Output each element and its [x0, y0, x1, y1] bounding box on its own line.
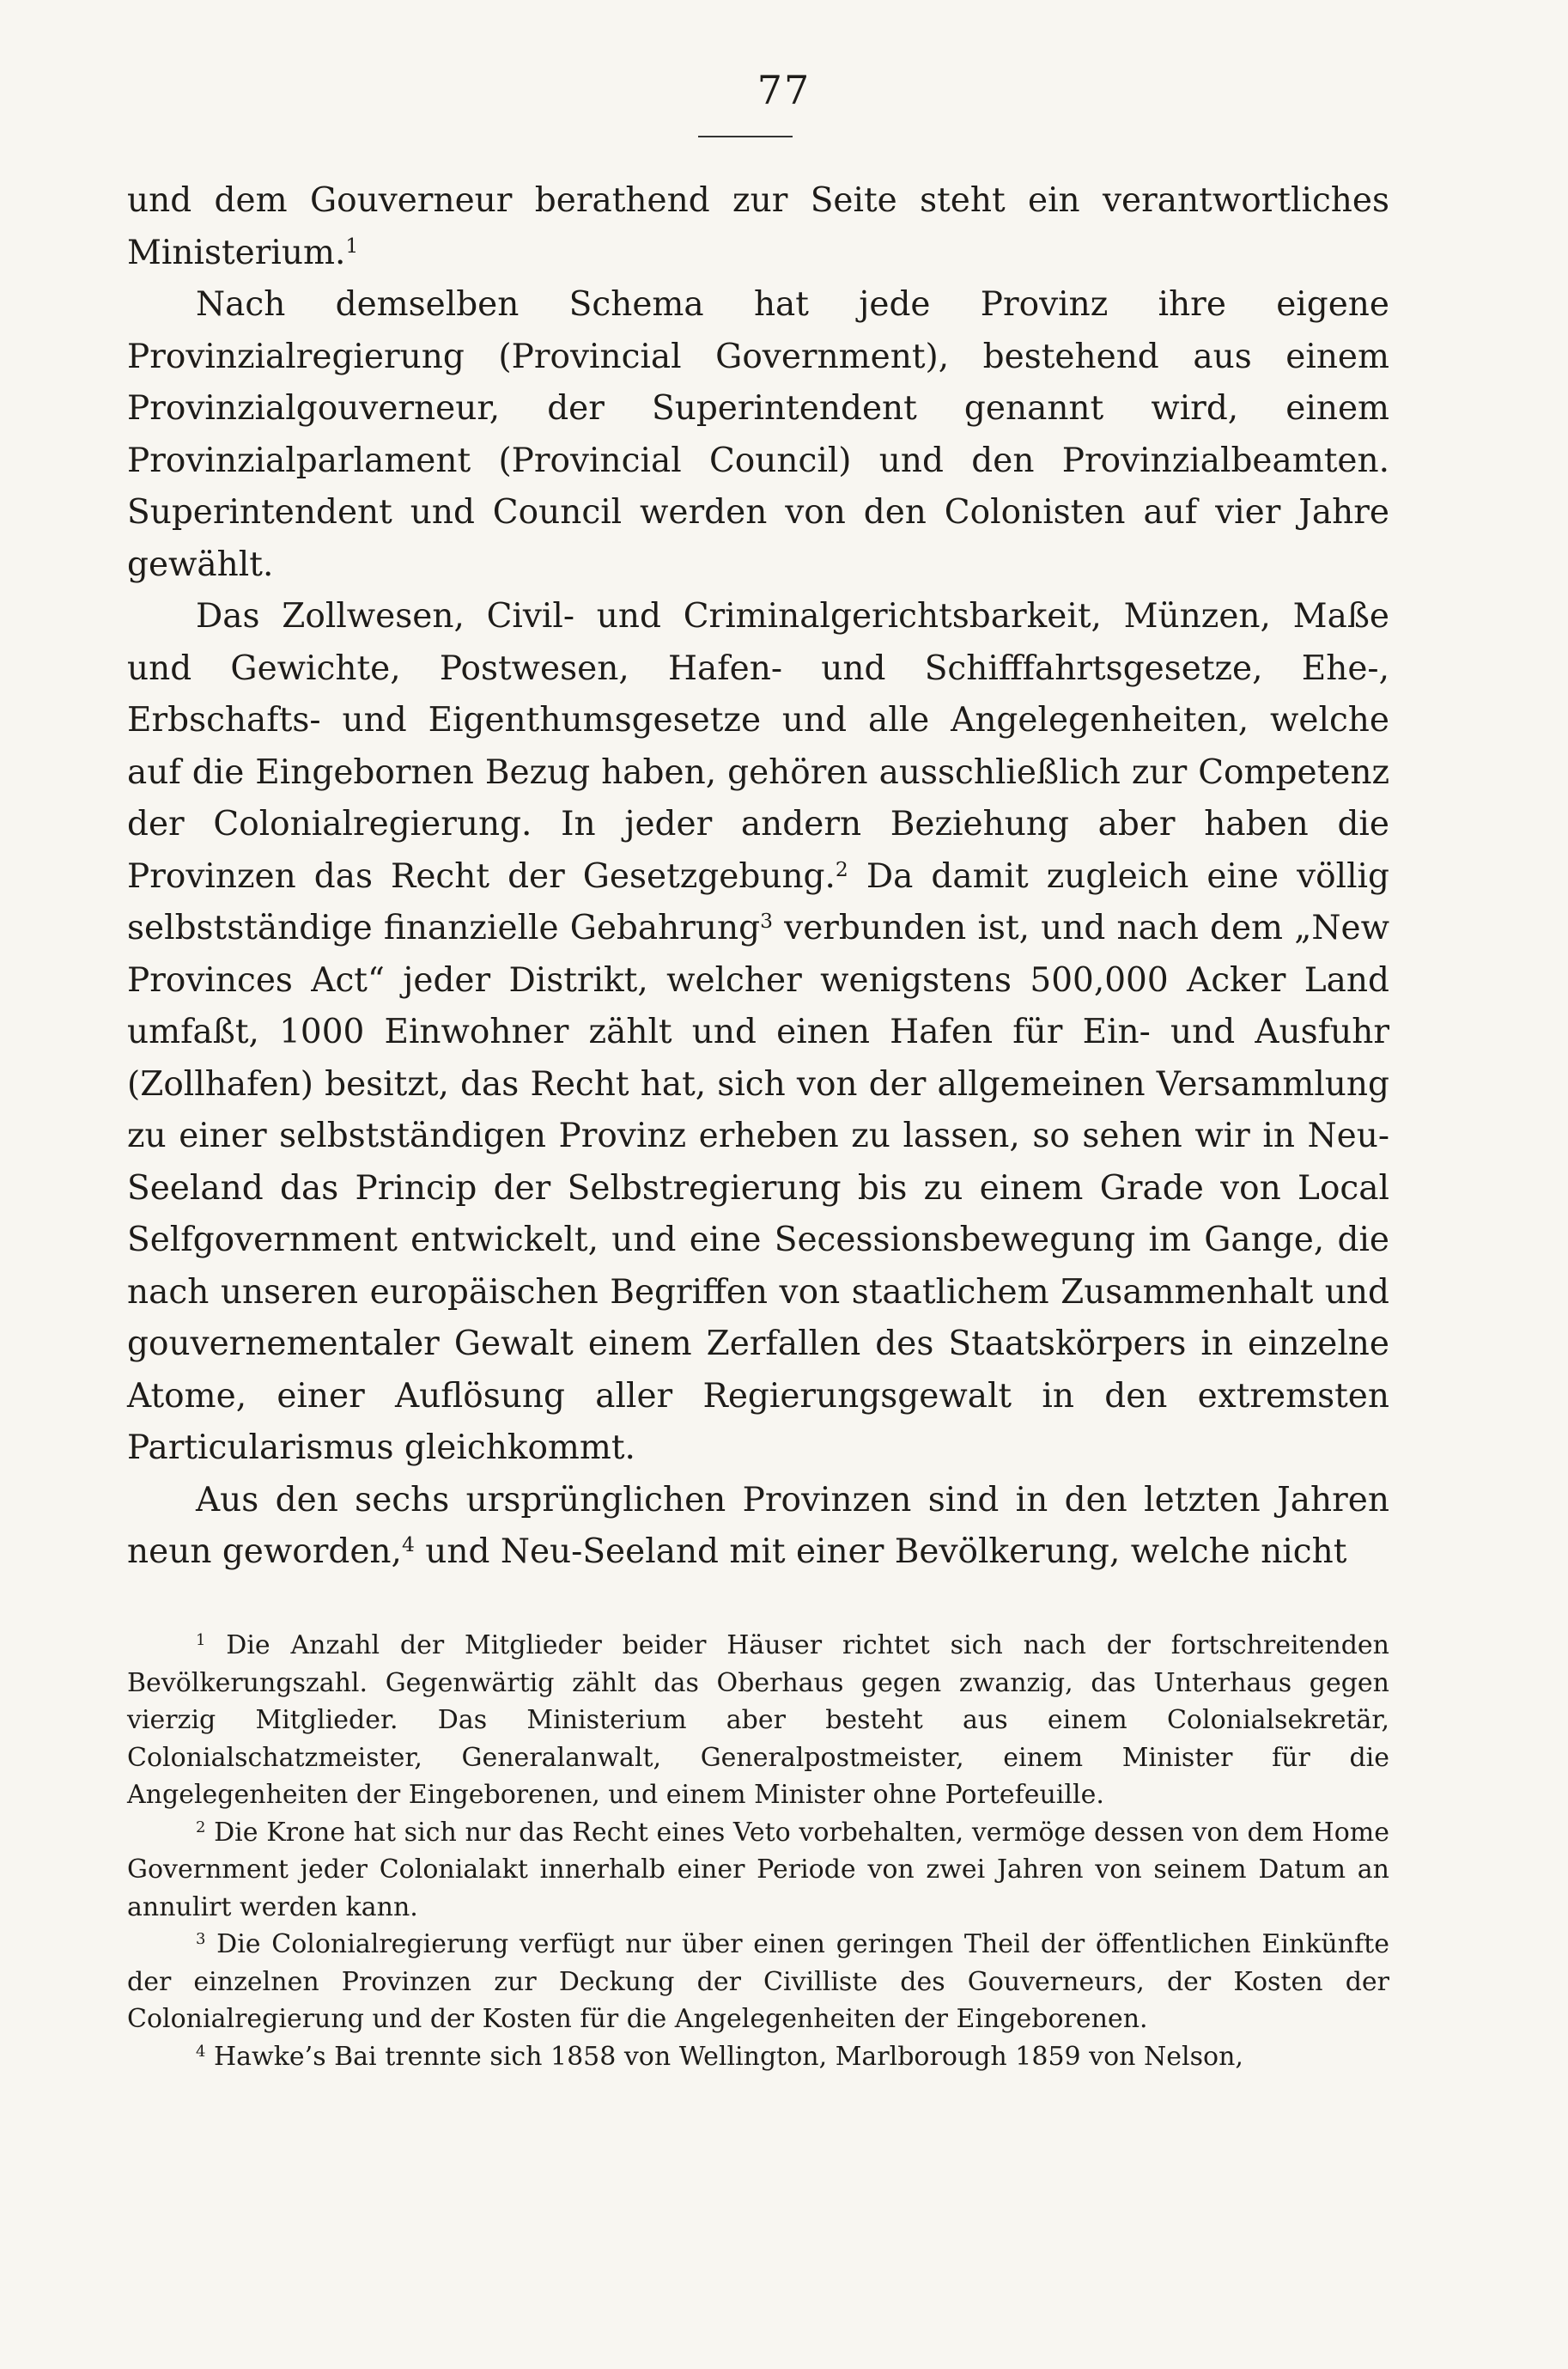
paragraph-text: verbunden ist, und nach dem „New Provinces Act“ jeder Distrikt, welcher wenigstens 500,000 Acker Land umfaßt, 1000 Einwohner zählt und einen Hafen für Ein- und Ausfuhr (Zollhafen) besitzt, das Recht hat, sich von der allgemeinen Versammlung zu einer selbstständigen Provinz erheben zu lassen, so sehen wir in Neu-Seeland das Princip der Selbstregierung bis zu einem Grade von Local Selfgovernment entwickelt, und eine Secessionsbewegung im Gange, die nach unseren europäischen Begriffen von staatlichem Zusammenhalt und gouvernementaler Gewalt einem Zerfallen des Staatskörpers in einzelne Atome, einer Auflösung aller Regierungsgewalt in den extremsten Particularismus gleichkommt.	[127, 909, 1389, 1467]
paragraph	[127, 1475, 1389, 1579]
paragraph-text: und Neu-Seeland mit einer Bevölkerung, welche nicht	[414, 1532, 1347, 1571]
footnote-mark: 1	[196, 1631, 206, 1650]
footnote-ref: 4	[401, 1532, 415, 1557]
footnote-text: Die Colonialregierung verfügt nur über einen geringen Theil der öffentlichen Einkünfte der einzelnen Provinzen zur Deckung der Civilliste des Gouverneurs, der Kosten der Colonialregierung und der Kosten für die Angelegenheiten der Eingeborenen.	[127, 1929, 1389, 2034]
page-number: 77	[757, 67, 811, 113]
main-text	[127, 175, 1389, 1579]
footnote-text: Die Anzahl der Mitglieder beider Häuser richtet sich nach der fortschreitenden Bevölkerungszahl. Gegenwärtig zählt das Oberhaus gegen zwanzig, das Unterhaus gegen vierzig Mitglieder. Das Ministerium aber besteht aus einem Colonialsekretär, Colonialschatzmeister, Generalanwalt, Generalpostmeister, einem Minister für die Angelegenheiten der Eingeborenen, und einem Minister ohne Portefeuille.	[127, 1630, 1389, 1810]
paragraph	[127, 175, 1389, 279]
paragraph-text: und dem Gouverneur berathend zur Seite steht ein verantwortliches Ministerium.	[127, 181, 1389, 272]
paragraph-text: Da damit zugleich eine völlig selbstständige finanzielle Gebahrung	[127, 856, 1389, 947]
footnote-text: Die Krone hat sich nur das Recht eines Veto vorbehalten, vermöge dessen von dem Home Government jeder Colonialakt innerhalb einer Periode von zwei Jahren von seinem Datum an annulirt werden kann.	[127, 1817, 1389, 1922]
paragraph	[127, 279, 1389, 591]
paragraph-text: Nach demselben Schema hat jede Provinz ihre eigene Provinzialregierung (Provincial Government), bestehend aus einem Provinzialgouverneur, der Superintendent genannt wird, einem Provinzialparlament (Provincial Council) und den Provinzialbeamten. Superintendent und Council werden von den Colonisten auf vier Jahre gewählt.	[127, 285, 1389, 584]
footnote-ref: 1	[345, 233, 359, 258]
footnote-ref: 3	[760, 909, 774, 934]
footnote	[127, 1627, 1389, 1814]
footnote-mark: 4	[196, 2042, 206, 2061]
footnote-mark: 3	[196, 1930, 206, 1949]
header-rule	[698, 136, 793, 137]
footnote-ref: 2	[835, 856, 848, 881]
paragraph-text: Aus den sechs ursprünglichen Provinzen sind in den letzten Jahren neun geworden,	[127, 1480, 1389, 1571]
footnote	[127, 1814, 1389, 1927]
paragraph-text: Das Zollwesen, Civil- und Criminalgerichtsbarkeit, Münzen, Maße und Gewichte, Postwesen, Hafen- und Schifffahrtsgesetze, Ehe-, Erbschafts- und Eigenthumsgesetze und alle Angelegenheiten, welche auf die Eingebornen Bezug haben, gehören ausschließlich zur Competenz der Colonialregierung. In jeder andern Beziehung aber haben die Provinzen das Recht der Gesetzgebung.	[127, 597, 1389, 896]
footnote-mark: 2	[196, 1818, 206, 1836]
footnote	[127, 1926, 1389, 2038]
paragraph	[127, 591, 1389, 1475]
footnote	[127, 2038, 1389, 2076]
footnote-text: Hawke’s Bai trennte sich 1858 von Wellington, Marlborough 1859 von Nelson,	[214, 2041, 1243, 2072]
footnotes	[127, 1627, 1389, 2075]
